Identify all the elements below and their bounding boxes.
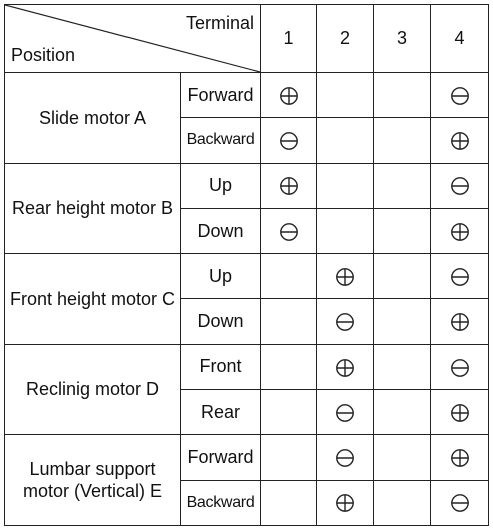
terminal-4-cell bbox=[431, 163, 489, 208]
positive-terminal-icon bbox=[335, 358, 355, 378]
header-row bbox=[5, 5, 489, 73]
table-row bbox=[5, 163, 489, 208]
terminal-1-cell bbox=[261, 73, 317, 118]
table-row bbox=[5, 73, 489, 118]
negative-terminal-icon bbox=[335, 312, 355, 332]
terminal-1-cell bbox=[261, 344, 317, 389]
terminal-2-cell bbox=[317, 390, 374, 435]
terminal-2-cell bbox=[317, 480, 374, 525]
terminal-4-cell bbox=[431, 299, 489, 344]
table-body bbox=[5, 73, 489, 526]
direction-cell: Down bbox=[181, 208, 261, 253]
terminal-3-cell bbox=[374, 390, 431, 435]
negative-terminal-icon bbox=[450, 176, 470, 196]
terminal-1-header: 1 bbox=[261, 5, 317, 73]
negative-terminal-icon bbox=[450, 493, 470, 513]
terminal-2-cell bbox=[317, 344, 374, 389]
terminal-2-cell bbox=[317, 163, 374, 208]
direction-cell: Forward bbox=[181, 73, 261, 118]
direction-cell: Backward bbox=[181, 118, 261, 163]
terminal-2-header: 2 bbox=[317, 5, 374, 73]
terminal-1-cell bbox=[261, 480, 317, 525]
motor-name-cell: Reclinig motor D bbox=[5, 344, 181, 435]
position-header-label: Position bbox=[11, 45, 76, 65]
terminal-2-cell bbox=[317, 299, 374, 344]
terminal-2-cell bbox=[317, 118, 374, 163]
positive-terminal-icon bbox=[335, 267, 355, 287]
terminal-1-cell bbox=[261, 208, 317, 253]
negative-terminal-icon bbox=[450, 86, 470, 106]
terminal-1-cell bbox=[261, 299, 317, 344]
motor-terminal-table bbox=[4, 4, 489, 526]
terminal-2-cell bbox=[317, 435, 374, 480]
terminal-4-cell bbox=[431, 390, 489, 435]
negative-terminal-icon bbox=[450, 267, 470, 287]
terminal-3-header: 3 bbox=[374, 5, 431, 73]
terminal-4-cell bbox=[431, 208, 489, 253]
terminal-3-cell bbox=[374, 73, 431, 118]
terminal-1-cell bbox=[261, 163, 317, 208]
direction-cell: Up bbox=[181, 163, 261, 208]
terminal-1-cell bbox=[261, 435, 317, 480]
positive-terminal-icon bbox=[450, 131, 470, 151]
negative-terminal-icon bbox=[279, 222, 299, 242]
terminal-2-cell bbox=[317, 208, 374, 253]
negative-terminal-icon bbox=[335, 403, 355, 423]
terminal-3-cell bbox=[374, 344, 431, 389]
terminal-4-cell bbox=[431, 118, 489, 163]
terminal-1-cell bbox=[261, 390, 317, 435]
terminal-4-cell bbox=[431, 435, 489, 480]
positive-terminal-icon bbox=[450, 403, 470, 423]
terminal-3-cell bbox=[374, 480, 431, 525]
table-row bbox=[5, 254, 489, 299]
terminal-1-cell bbox=[261, 118, 317, 163]
positive-terminal-icon bbox=[279, 86, 299, 106]
negative-terminal-icon bbox=[450, 358, 470, 378]
corner-header-cell bbox=[5, 5, 261, 73]
terminal-4-cell bbox=[431, 480, 489, 525]
terminal-2-cell bbox=[317, 73, 374, 118]
positive-terminal-icon bbox=[450, 448, 470, 468]
terminal-4-cell bbox=[431, 344, 489, 389]
motor-name-cell: Front height motor C bbox=[5, 254, 181, 345]
terminal-3-cell bbox=[374, 163, 431, 208]
terminal-3-cell bbox=[374, 208, 431, 253]
table-row bbox=[5, 344, 489, 389]
terminal-4-header: 4 bbox=[431, 5, 489, 73]
negative-terminal-icon bbox=[279, 131, 299, 151]
direction-cell: Up bbox=[181, 254, 261, 299]
terminal-header-label: Terminal bbox=[185, 13, 254, 33]
positive-terminal-icon bbox=[450, 222, 470, 242]
terminal-3-cell bbox=[374, 299, 431, 344]
positive-terminal-icon bbox=[450, 312, 470, 332]
motor-name-cell: Rear height motor B bbox=[5, 163, 181, 254]
direction-cell: Backward bbox=[181, 480, 261, 525]
terminal-2-cell bbox=[317, 254, 374, 299]
motor-name-cell: Lumbar support motor (Vertical) E bbox=[5, 435, 181, 526]
terminal-4-cell bbox=[431, 254, 489, 299]
table-row bbox=[5, 435, 489, 480]
negative-terminal-icon bbox=[335, 448, 355, 468]
terminal-3-cell bbox=[374, 118, 431, 163]
motor-name-cell: Slide motor A bbox=[5, 73, 181, 164]
direction-cell: Down bbox=[181, 299, 261, 344]
terminal-3-cell bbox=[374, 254, 431, 299]
terminal-4-cell bbox=[431, 73, 489, 118]
positive-terminal-icon bbox=[335, 493, 355, 513]
direction-cell: Front bbox=[181, 344, 261, 389]
direction-cell: Forward bbox=[181, 435, 261, 480]
terminal-1-cell bbox=[261, 254, 317, 299]
positive-terminal-icon bbox=[279, 176, 299, 196]
direction-cell: Rear bbox=[181, 390, 261, 435]
terminal-3-cell bbox=[374, 435, 431, 480]
